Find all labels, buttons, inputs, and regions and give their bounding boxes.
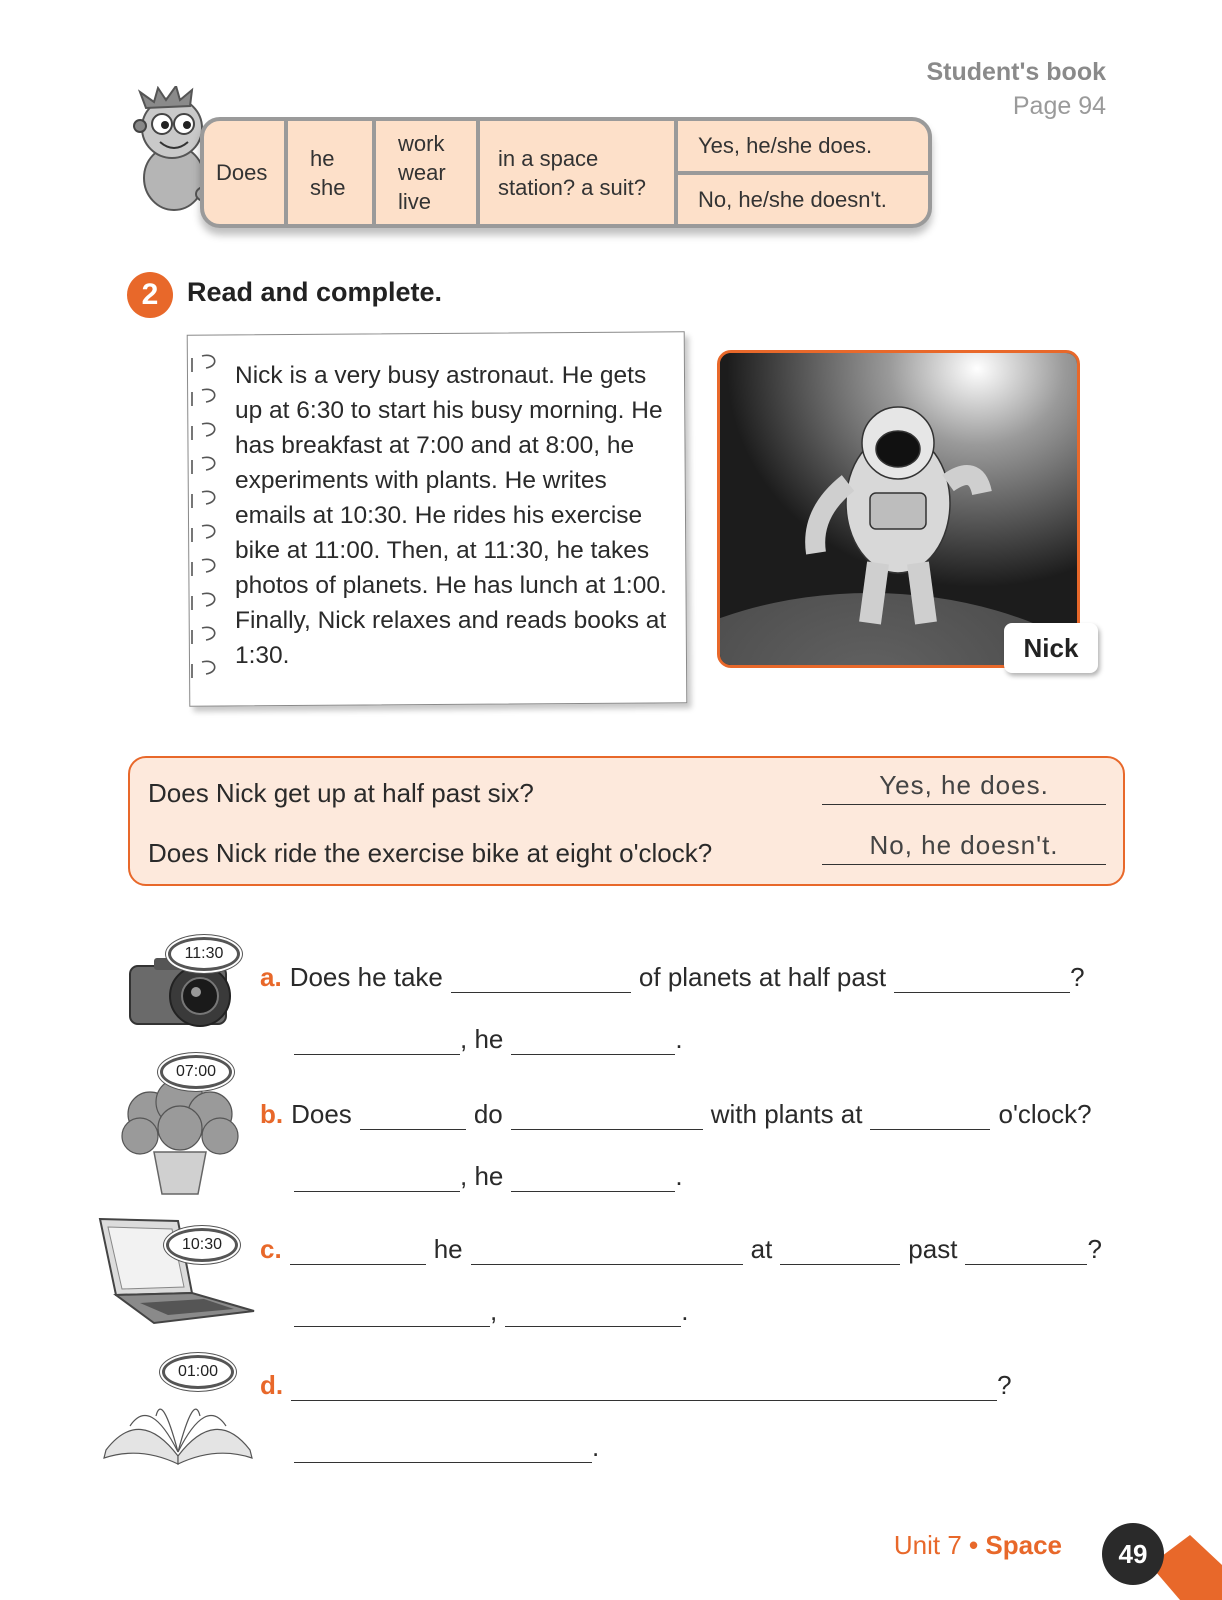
page-number: 49 <box>1102 1523 1164 1585</box>
clock-badge-b: 07:00 <box>160 1055 232 1089</box>
reference-title: Student's book <box>926 58 1106 86</box>
answer-blank[interactable] <box>505 1302 681 1327</box>
grammar-col-auxiliary: Does <box>204 121 288 224</box>
example-question-2: Does Nick ride the exercise bike at eight o'clock? <box>148 838 713 868</box>
grammar-answer-no: No, he/she doesn't. <box>698 186 887 212</box>
answer-blank[interactable] <box>780 1240 900 1265</box>
answer-blank[interactable] <box>360 1105 466 1130</box>
example-box <box>128 756 1125 886</box>
answer-blank[interactable] <box>870 1105 990 1130</box>
answer-blank[interactable] <box>294 1438 592 1463</box>
reference-page: Page 94 <box>1012 92 1106 120</box>
answer-blank[interactable] <box>965 1240 1087 1265</box>
example-answer-1: Yes, he does. <box>822 770 1106 805</box>
answer-blank[interactable] <box>511 1105 703 1130</box>
plant-icon <box>110 1080 250 1196</box>
footer-unit-label: Unit 7 • Space <box>893 1530 1062 1560</box>
section-number-badge: 2 <box>127 272 173 318</box>
answer-blank[interactable] <box>294 1030 460 1055</box>
notebook-rings <box>188 352 224 688</box>
story-text: Nick is a very busy astronaut. He gets up at 6:30 to start his busy morning. He has breakfast at 7:00 and at 8:00, he experiments with plants. He writes emails at 10:30. He rides his exercise bike at 11:00. Then, at 11:30, he takes photos of planets. He has lunch at 1:00. Finally, Nick relaxes and reads books at 1:30. <box>235 362 667 669</box>
section-heading: Read and complete. <box>187 277 443 307</box>
grammar-col-object: in a space station? a suit? <box>480 121 678 224</box>
answer-blank[interactable] <box>451 968 631 993</box>
exercise-b-answer: , he . <box>294 1161 683 1192</box>
photo-caption-label: Nick <box>1004 623 1098 673</box>
answer-blank[interactable] <box>294 1167 460 1192</box>
grammar-col-verb: work wear live <box>376 121 480 224</box>
exercise-c-answer: , . <box>294 1296 688 1327</box>
astronaut-photo <box>717 350 1080 668</box>
exercise-c-question: c. he at past ? <box>260 1234 1102 1264</box>
answer-blank[interactable] <box>894 968 1070 993</box>
grammar-answer-yes: Yes, he/she does. <box>678 121 928 175</box>
exercise-b-question: b. Does do with plants at o'clock? <box>260 1099 1092 1129</box>
grammar-table <box>200 117 932 228</box>
exercise-a-question: a. Does he take of planets at half past ? <box>260 962 1085 992</box>
answer-blank[interactable] <box>511 1030 675 1055</box>
exercise-d-answer: . <box>294 1432 599 1463</box>
example-answer-2: No, he doesn't. <box>822 830 1106 865</box>
clock-badge-a: 11:30 <box>168 937 240 971</box>
clock-badge-d: 01:00 <box>162 1355 234 1389</box>
clock-badge-c: 10:30 <box>166 1228 238 1262</box>
exercise-d-question: d. ? <box>260 1370 1012 1400</box>
answer-blank[interactable] <box>471 1240 743 1265</box>
answer-blank[interactable] <box>290 1240 426 1265</box>
grammar-col-subject: he she <box>288 121 376 224</box>
exercise-a-answer: , he . <box>294 1024 683 1055</box>
answer-blank[interactable] <box>294 1302 490 1327</box>
answer-blank[interactable] <box>291 1376 997 1401</box>
answer-blank[interactable] <box>511 1167 675 1192</box>
grammar-col-answers <box>678 121 928 224</box>
example-question-1: Does Nick get up at half past six? <box>148 778 534 808</box>
book-icon <box>100 1386 256 1466</box>
